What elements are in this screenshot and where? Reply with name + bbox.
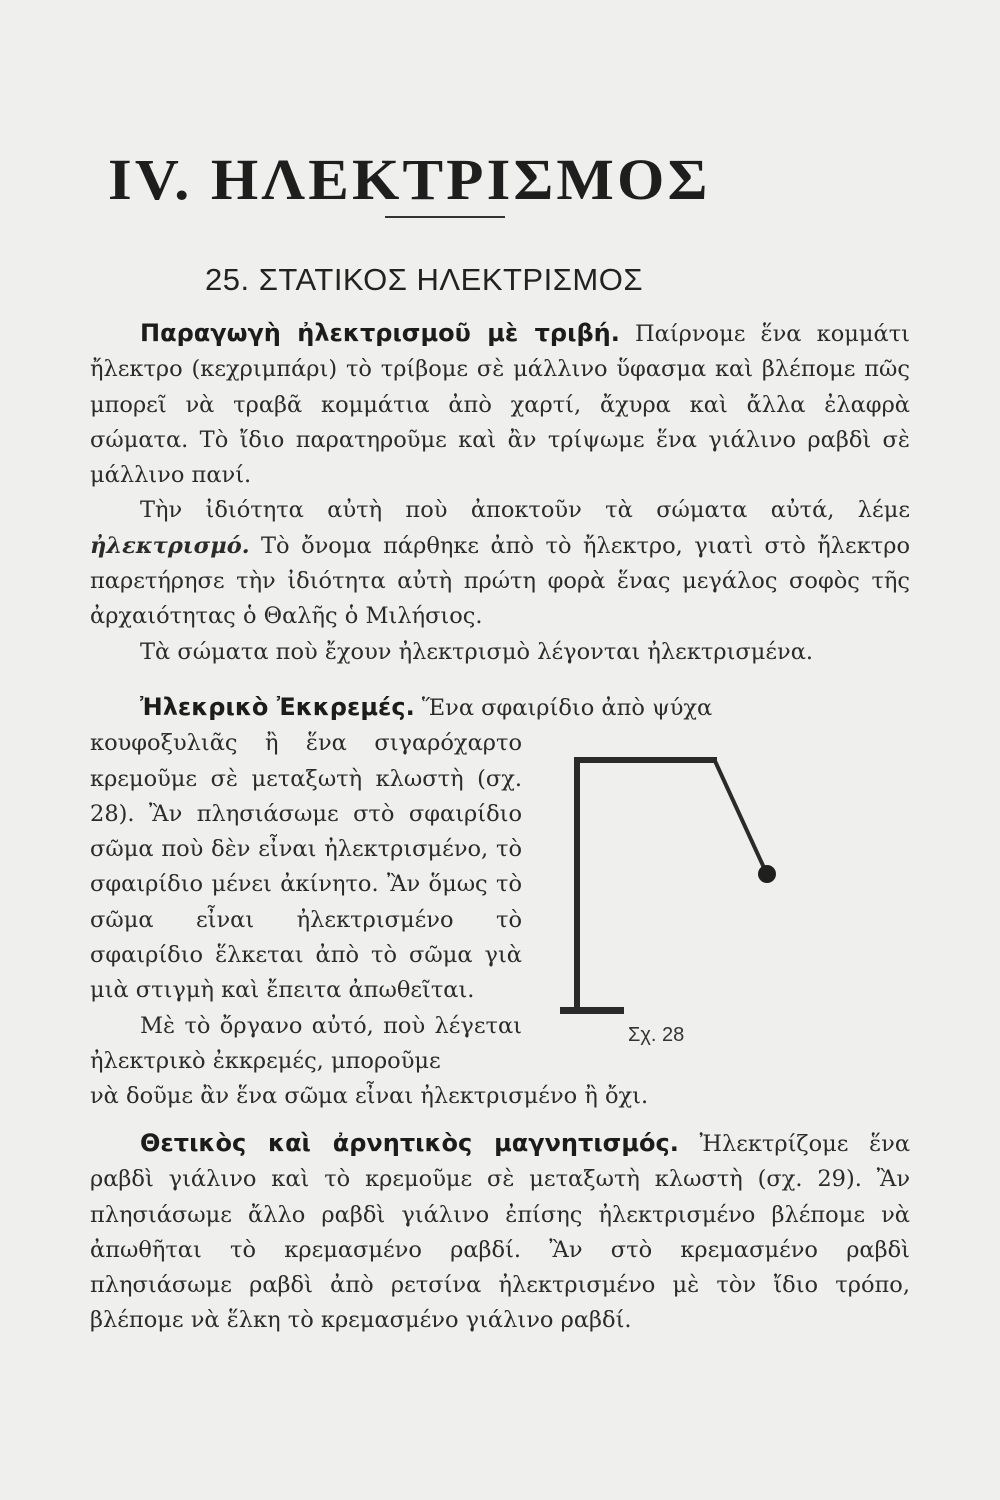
heading-magnetism: Θετικὸς καὶ ἀρνητικὸς μαγνητισμός. [140,1129,679,1157]
paragraph-pendulum-usage-end: νὰ δοῦμε ἂν ἕνα σῶμα εἶναι ἠλεκτρισμένο ἢ ὄχι. [90,1083,649,1110]
title-divider [385,216,505,218]
paragraph-pendulum-first-line [90,690,910,726]
pendulum-arm [574,757,717,763]
pendulum-stand [574,759,580,1011]
magnetism-block [90,1126,910,1339]
definition-text-before: Τὴν ἰδιότητα αὐτὴ ποὺ ἀποκτοῦν τὰ σώματα αὐτά, λέμε [140,497,910,524]
paragraph-friction [90,316,910,493]
term-electricity: ἠλεκτρισμό. [90,532,250,559]
pendulum-ball [758,865,776,883]
heading-pendulum: Ἠλεκρικὸ Ἐκκρεμές. [140,693,415,721]
pendulum-thread [715,761,765,870]
paragraph-electricity-definition [90,493,910,634]
pendulum-text-first: Ἕνα σφαιρίδιο ἀπὸ ψύχα [414,695,713,721]
intro-block [90,316,910,670]
pendulum-base [560,1007,624,1014]
paragraph-electrified-bodies: Τὰ σώματα ποὺ ἔχουν ἠλεκτρισμὸ λέγονται ἠλεκτρισμένα. [140,638,814,665]
definition-text-after: Τὸ ὄνομα πάρθηκε ἀπὸ τὸ ἤλεκτρο, γιατὶ στὸ ἤλεκτρο παρετήρησε τὴν ἰδιότητα αὐτὴ πρώτη φορὰ ἕνας μεγάλος σοφὸς τῆς ἀρχαιότητας ὁ Θαλῆς ὁ Μιλήσιος. [90,532,910,630]
paragraph-friction-text: Παίρνομε ἕνα κομμάτι ἤλεκτρο (κεχριμπάρι) τὸ τρίβομε σὲ μάλλινο ὕφασμα καὶ βλέπομε πῶς μπορεῖ νὰ τραβᾶ κομμάτια ἀπὸ χαρτί, ἄχυρα καὶ ἄλλα ἐλαφρὰ σώματα. Τὸ ἴδιο παρατηροῦμε καὶ ἂν τρίψωμε ἕνα γιάλινο ραβδὶ σὲ μάλλινο πανί. [90,321,910,489]
paragraph-pendulum-body: κουφοξυλιᾶς ἢ ἕνα σιγαρόχαρτο κρεμοῦμε σὲ μεταξωτὴ κλωστὴ (σχ. 28). Ἂν πλησιάσωμε στὸ σφαιρίδιο σῶμα ποὺ δὲν εἶναι ἠλεκτρισμένο, τὸ σφαιρίδιο μένει ἀκίνητο. Ἂν ὅμως τὸ σῶμα εἶναι ἠλεκτρισμένο τὸ σφαιρίδιο ἕλκεται ἀπὸ τὸ σῶμα γιὰ μιὰ στιγμὴ καὶ ἔπειτα ἀπωθεῖται. [90,730,522,1004]
heading-friction: Παραγωγὴ ἠλεκτρισμοῦ μὲ τριβή. [140,319,620,347]
chapter-title: IV. ΗΛΕΚΤΡΙΣΜΟΣ [108,147,711,212]
figure-caption: Σχ. 28 [628,1024,685,1046]
pendulum-figure [560,745,800,1035]
section-title: 25. ΣΤΑΤΙΚΟΣ ΗΛΕΚΤΡΙΣΜΟΣ [205,262,643,297]
paragraph-magnetism-text: Ἠλεκτρίζομε ἕνα ραβδὶ γιάλινο καὶ τὸ κρεμοῦμε σὲ μεταξωτὴ κλωστὴ (σχ. 29). Ἂν πλησιάσωμε ἄλλο ραβδὶ γιάλινο ἐπίσης ἠλεκτρισμένο βλέπομε νὰ ἀπωθῆται τὸ κρεμασμένο ραβδί. Ἂν στὸ κρεμασμένο ραβδὶ πλησιάσωμε ραβδὶ ἀπὸ ρετσίνα ἠλεκτρισμένο μὲ τὸν ἴδιο τρόπο, βλέπομε νὰ ἕλκη τὸ κρεμασμένο γιάλινο ραβδί. [90,1131,911,1334]
paragraph-pendulum-usage: Μὲ τὸ ὄργανο αὐτό, ποὺ λέγεται ἠλεκτρικὸ ἐκκρεμές, μποροῦμε [90,1012,522,1074]
paragraph-magnetism [90,1126,910,1339]
